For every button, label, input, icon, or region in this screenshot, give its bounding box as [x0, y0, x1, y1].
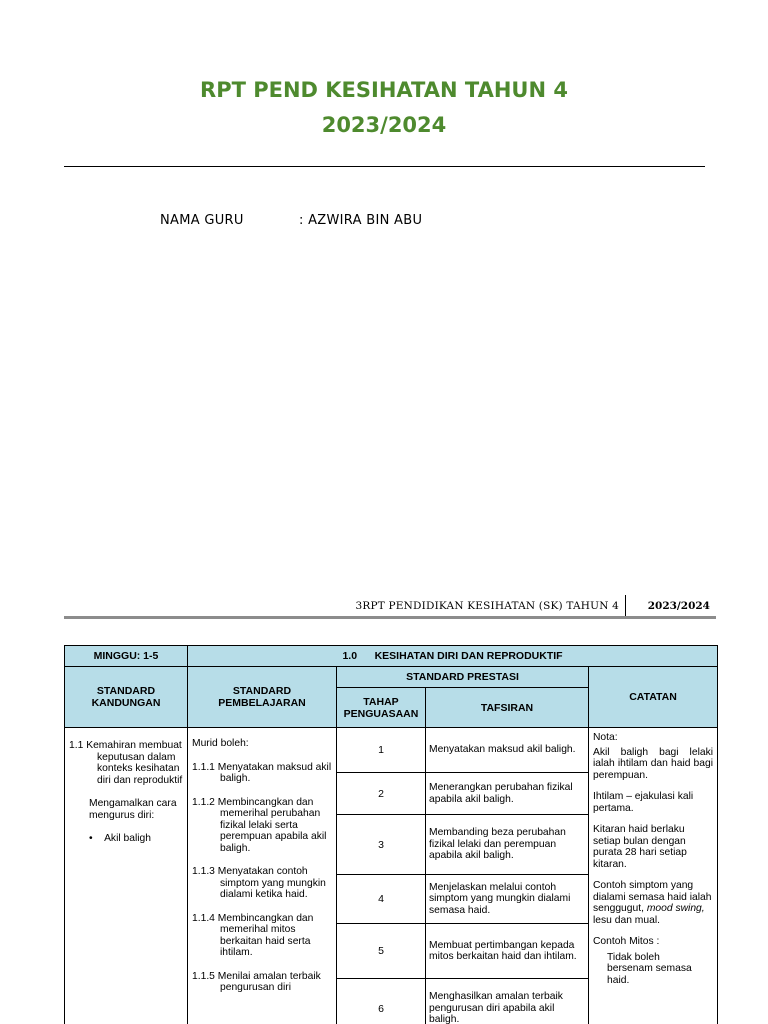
minggu-cell: MINGGU: 1-5 — [65, 646, 188, 667]
tafsiran-text: Membuat pertimbangan kepada mitos berkaitan haid dan ihtilam. — [426, 924, 589, 979]
standard-pembelajaran-cell — [188, 728, 337, 1024]
sk-bullet: • Akil baligh — [89, 833, 151, 844]
header-tafsiran: TAFSIRAN — [426, 688, 589, 728]
catatan-text: Kitaran haid berlaku setiap bulan dengan purata 28 hari setiap kitaran. — [593, 824, 687, 870]
page-header-title: 3RPT PENDIDIKAN KESIHATAN (SK) TAHUN 4 — [355, 600, 619, 612]
sk-item: 1.1 Kemahiran membuat keputusan dalam konteks kesihatan diri dan reproduktif — [69, 740, 183, 786]
unit-title: KESIHATAN DIRI DAN REPRODUKTIF — [374, 650, 563, 662]
catatan-text: Ihtilam – ejakulasi kali pertama. — [593, 791, 694, 814]
tahap-level: 6 — [337, 979, 426, 1024]
tahap-level: 1 — [337, 728, 426, 773]
catatan-nota: Nota: — [593, 732, 618, 743]
sp-intro: Murid boleh: — [192, 738, 249, 749]
unit-number: 1.0 — [342, 650, 358, 662]
tahap-level: 2 — [337, 773, 426, 815]
page-header-year: 2023/2024 — [647, 600, 710, 612]
catatan-cell — [589, 728, 718, 1024]
page-header-bar — [64, 616, 716, 619]
sk-subtitle: Mengamalkan cara mengurus diri: — [89, 798, 177, 821]
catatan-text: Akil baligh bagi lelaki ialah ihtilam dan haid bagi perempuan. — [593, 746, 714, 781]
sp-item: 1.1.5 Menilai amalan terbaik pengurusan diri — [192, 970, 321, 993]
teacher-label: NAMA GURU — [160, 213, 244, 228]
title-divider — [64, 166, 705, 167]
standard-kandungan-cell — [65, 728, 188, 1024]
catatan-text: Contoh simptom yang dialami semasa haid ialah senggugut, mood swing, lesu dan mual. — [593, 880, 712, 926]
tafsiran-text: Membanding beza perubahan fizikal lelaki dan perempuan apabila akil baligh. — [426, 815, 589, 875]
header-tahap: TAHAP PENGUASAAN — [337, 688, 426, 728]
teacher-name: : AZWIRA BIN ABU — [299, 213, 423, 228]
catatan-text: Tidak boleh bersenam semasa haid. — [607, 951, 692, 986]
sp-item: 1.1.4 Membincangkan dan memerihal mitos berkaitan haid serta ihtilam. — [192, 912, 314, 958]
sp-item: 1.1.2 Membincangkan dan memerihal perubahan fizikal lelaki serta perempuan apabila akil baligh. — [192, 796, 327, 854]
tafsiran-text: Menjelaskan melalui contoh simptom yang mungkin dialami semasa haid. — [426, 875, 589, 924]
tafsiran-text: Menerangkan perubahan fizikal apabila akil baligh. — [426, 773, 589, 815]
header-catatan: CATATAN — [589, 667, 718, 728]
tafsiran-text: Menyatakan maksud akil baligh. — [426, 728, 589, 773]
unit-title-cell — [188, 646, 718, 667]
tahap-level: 5 — [337, 924, 426, 979]
sp-item: 1.1.3 Menyatakan contoh simptom yang mungkin dialami ketika haid. — [192, 866, 326, 900]
tafsiran-text: Menghasilkan amalan terbaik pengurusan diri apabila akil baligh. — [426, 979, 589, 1024]
header-standard-prestasi: STANDARD PRESTASI — [337, 667, 589, 688]
rpt-table — [64, 645, 718, 1024]
tahap-level: 3 — [337, 815, 426, 875]
page-header — [64, 595, 716, 617]
header-standard-kandungan: STANDARD KANDUNGAN — [65, 667, 188, 728]
sp-item: 1.1.1 Menyatakan maksud akil baligh. — [192, 761, 332, 784]
document-year: 2023/2024 — [321, 113, 447, 137]
header-standard-pembelajaran: STANDARD PEMBELAJARAN — [188, 667, 337, 728]
document-title: RPT PEND KESIHATAN TAHUN 4 — [200, 78, 568, 102]
page-header-separator — [625, 595, 626, 617]
catatan-text: Contoh Mitos : — [593, 936, 660, 947]
tahap-level: 4 — [337, 875, 426, 924]
